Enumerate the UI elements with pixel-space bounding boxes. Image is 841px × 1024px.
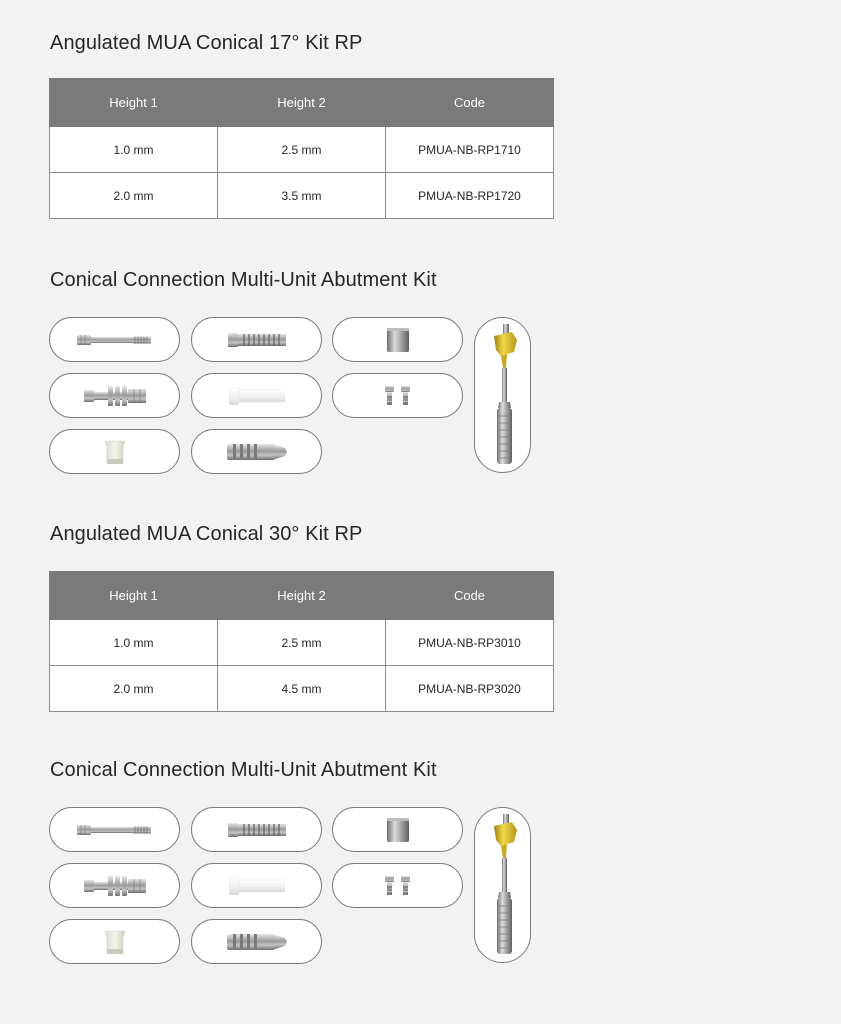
section-title-30-kit: Angulated MUA Conical 30° Kit RP (50, 523, 363, 545)
kit-title: Conical Connection Multi-Unit Abutment Kit (50, 269, 437, 291)
column-header-height-1: Height 1 (50, 572, 218, 620)
kit-title: Conical Connection Multi-Unit Abutment Kit (50, 759, 437, 781)
cell-height-1: 2.0 mm (50, 666, 218, 712)
column-header-height-2: Height 2 (218, 572, 386, 620)
kit-item-small-screws (332, 373, 463, 418)
sleeve-icon (387, 818, 409, 842)
screw-icon (77, 332, 153, 348)
cell-height-2: 2.5 mm (218, 620, 386, 666)
spec-table-17-kit (49, 78, 554, 219)
kit-item-ribbed-screw (191, 807, 322, 852)
table-header-row (50, 79, 554, 127)
white-cap-icon (229, 387, 285, 405)
cell-height-2: 4.5 mm (218, 666, 386, 712)
abutment-driver-icon (487, 814, 519, 956)
kit-item-abutment-driver (474, 317, 531, 473)
small-screws-icon (385, 876, 410, 896)
small-screws-icon (385, 386, 410, 406)
column-header-code: Code (386, 79, 554, 127)
cell-height-1: 1.0 mm (50, 620, 218, 666)
cell-code: PMUA-NB-RP1720 (386, 173, 554, 219)
sleeve-icon (387, 328, 409, 352)
table-row (50, 666, 554, 712)
kit-item-analog (191, 919, 322, 964)
cell-height-1: 1.0 mm (50, 127, 218, 173)
section-title-17-kit: Angulated MUA Conical 17° Kit RP (50, 32, 363, 54)
kit-item-ribbed-screw (191, 317, 322, 362)
abutment-driver-icon (487, 324, 519, 466)
cell-code: PMUA-NB-RP3020 (386, 666, 554, 712)
kit-item-white-cap (191, 373, 322, 418)
kit-item-threaded-screw (49, 373, 180, 418)
kit-item-healing-cap (49, 429, 180, 474)
healing-cap-icon (104, 439, 126, 465)
column-header-height-1: Height 1 (50, 79, 218, 127)
spec-table-30-kit (49, 571, 554, 712)
cell-height-2: 2.5 mm (218, 127, 386, 173)
kit-item-abutment-driver (474, 807, 531, 963)
table-header-row (50, 572, 554, 620)
analog-icon (227, 442, 287, 462)
kit-item-threaded-screw (49, 863, 180, 908)
kit-item-sleeve (332, 317, 463, 362)
white-cap-icon (229, 877, 285, 895)
cell-height-1: 2.0 mm (50, 173, 218, 219)
cell-code: PMUA-NB-RP1710 (386, 127, 554, 173)
kit-item-healing-cap (49, 919, 180, 964)
ribbed-screw-icon (228, 821, 286, 839)
column-header-height-2: Height 2 (218, 79, 386, 127)
table-row (50, 127, 554, 173)
analog-icon (227, 932, 287, 952)
cell-height-2: 3.5 mm (218, 173, 386, 219)
kit-item-screw (49, 317, 180, 362)
kit-item-white-cap (191, 863, 322, 908)
threaded-screw-icon (84, 876, 146, 896)
threaded-screw-icon (84, 386, 146, 406)
screw-icon (77, 822, 153, 838)
kit-item-screw (49, 807, 180, 852)
table-row (50, 173, 554, 219)
ribbed-screw-icon (228, 331, 286, 349)
healing-cap-icon (104, 929, 126, 955)
column-header-code: Code (386, 572, 554, 620)
kit-item-sleeve (332, 807, 463, 852)
cell-code: PMUA-NB-RP3010 (386, 620, 554, 666)
kit-item-analog (191, 429, 322, 474)
kit-item-small-screws (332, 863, 463, 908)
table-row (50, 620, 554, 666)
